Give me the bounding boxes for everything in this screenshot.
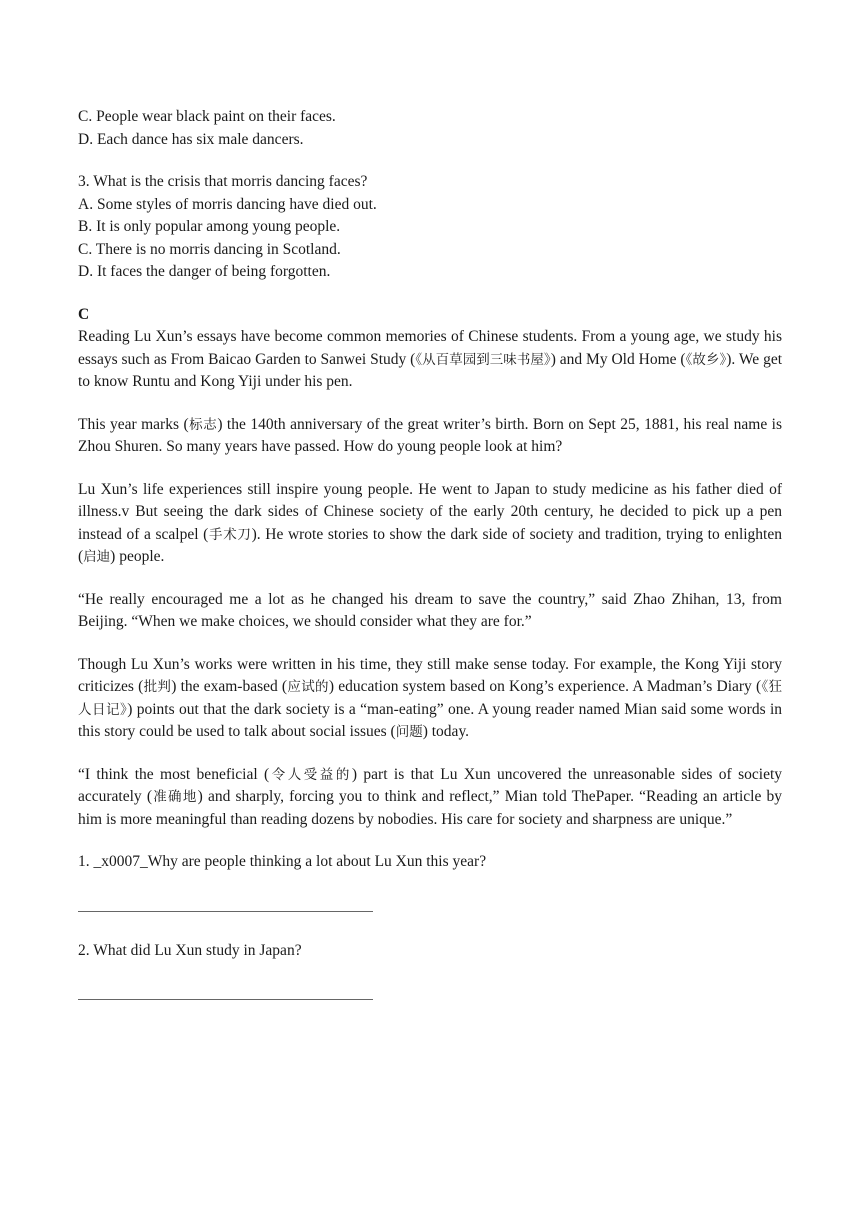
document-page <box>78 106 782 1000</box>
option-c: C. People wear black paint on their faces. <box>78 108 336 125</box>
paragraph-1: Reading Lu Xun’s essays have become common memories of Chinese students. From a young age, we study his essays such as From Baicao Garden to Sanwei Study (《从百草园到三味书屋》) and My Old Home (《故乡》). We get to know Runtu and Kong Yiji under his pen. <box>78 328 783 390</box>
q3-option-b: B. It is only popular among young people. <box>78 218 341 235</box>
paragraph-3: Lu Xun’s life experiences still inspire young people. He went to Japan to study medicine as his father died of illness.v But seeing the dark sides of Chinese society of the early 20th century, he decided to pick up a pen instead of a scalpel (手术刀). He wrote stories to show the dark side of society and tradition, trying to enlighten (启迪) people. <box>78 480 782 565</box>
paragraph-5: Though Lu Xun’s works were written in his time, they still make sense today. For example, the Kong Yiji story criticizes (批判) the exam-based (应试的) education system based on Kong’s experience. A Madman’s Diary (《狂人日记》) points out that the dark society is a “man-eating” one. A young reader named Mian said some words in this story could be used to talk about social issues (问题) today. <box>78 655 783 740</box>
option-d: D. Each dance has six male dancers. <box>78 130 304 148</box>
section-heading: C <box>78 305 90 323</box>
q3-option-a: A. Some styles of morris dancing have died out. <box>78 195 377 213</box>
paragraph-6: “I think the most beneficial (令人受益的) part is that Lu Xun uncovered the unreasonable sides of society accurately (准确地) and sharply, forcing you to think and reflect,” Mian told ThePaper. “Reading an article by him is more meaningful than reading dozens by nobodies. His care for society and sharpness are unique.” <box>78 765 783 828</box>
paragraph-4: “He really encouraged me a lot as he changed his dream to save the country,” said Zhao Zhihan, 13, from Beijing. “When we make choices, we should consider what they are for.” <box>78 590 782 630</box>
paragraph-2: This year marks (标志) the 140th anniversary of the great writer’s birth. Born on Sept 25, 1881, his real name is Zhou Shuren. So many years have passed. How do young people look at him? <box>78 415 782 455</box>
answer-line-2[interactable] <box>78 998 373 1000</box>
q3-option-c: C. There is no morris dancing in Scotland. <box>78 240 341 258</box>
q3-option-d: D. It faces the danger of being forgotten. <box>78 263 331 280</box>
question-1: 1. _x0007_Why are people thinking a lot about Lu Xun this year? <box>78 853 487 870</box>
question-3: 3. What is the crisis that morris dancing faces? <box>78 173 368 190</box>
question-2: 2. What did Lu Xun study in Japan? <box>78 941 302 959</box>
